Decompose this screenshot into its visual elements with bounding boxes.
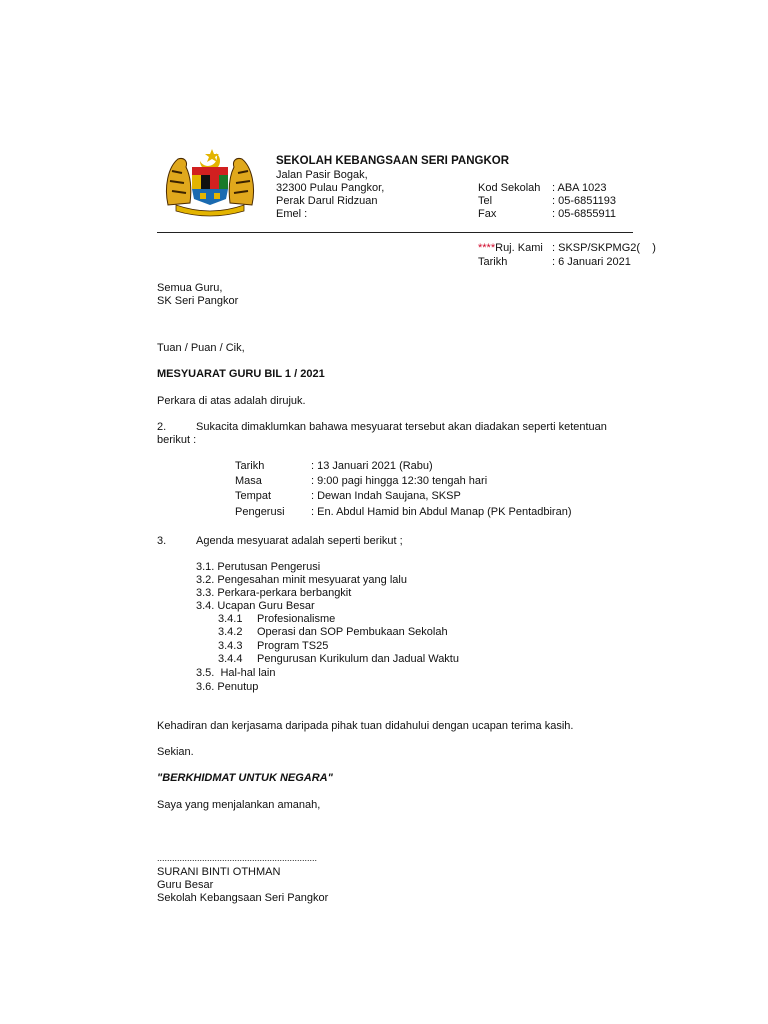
detail-label-chair: Pengerusi [235, 506, 285, 518]
paragraph-2-line: Sukacita dimaklumkan bahawa mesyuarat tersebut akan diadakan seperti ketentuan [196, 421, 607, 433]
signatory-school: Sekolah Kebangsaan Seri Pangkor [157, 892, 329, 904]
detail-label-date: Tarikh [235, 460, 265, 472]
recipient-line: Semua Guru, [157, 282, 223, 294]
paragraph-1: Perkara di atas adalah dirujuk. [157, 395, 306, 407]
detail-value-time: : 9:00 pagi hingga 12:30 tengah hari [311, 475, 488, 487]
subject-heading: MESYUARAT GURU BIL 1 / 2021 [157, 368, 325, 380]
school-name: SEKOLAH KEBANGSAAN SERI PANGKOR [276, 155, 509, 167]
reference-value: : SKSP/SKPMG2( ) [552, 242, 656, 254]
address-line: 32300 Pulau Pangkor, [276, 182, 385, 194]
subagenda-item: Pengurusan Kurikulum dan Jadual Waktu [257, 653, 459, 665]
subagenda-number: 3.4.1 [218, 613, 243, 625]
motto: "BERKHIDMAT UNTUK NEGARA" [157, 772, 333, 784]
tel-label: Tel [478, 195, 493, 207]
address-line: Perak Darul Ridzuan [276, 195, 378, 207]
agenda-item: 3.4. Ucapan Guru Besar [196, 600, 315, 612]
subagenda-number: 3.4.3 [218, 640, 243, 652]
date-label: Tarikh [478, 256, 508, 268]
signature-line: ................................................................ [157, 853, 318, 863]
subagenda-item: Operasi dan SOP Pembukaan Sekolah [257, 626, 448, 638]
trust-line: Saya yang menjalankan amanah, [157, 799, 321, 811]
recipient-line: SK Seri Pangkor [157, 295, 239, 307]
header-divider [157, 232, 633, 233]
detail-label-time: Masa [235, 475, 262, 487]
signatory-title: Guru Besar [157, 879, 214, 891]
date-value: : 6 Januari 2021 [552, 256, 631, 268]
agenda-item: 3.2. Pengesahan minit mesyuarat yang lalu [196, 574, 407, 586]
paragraph-3-text: Agenda mesyuarat adalah seperti berikut ; [196, 535, 403, 547]
tel-value: : 05-6851193 [552, 195, 617, 207]
detail-value-chair: : En. Abdul Hamid bin Abdul Manap (PK Pentadbiran) [311, 506, 572, 518]
agenda-item: 3.1. Perutusan Pengerusi [196, 561, 321, 573]
subagenda-item: Profesionalisme [257, 613, 336, 625]
paragraph-2-number: 2. [157, 421, 167, 433]
agenda-item: 3.6. Penutup [196, 681, 259, 693]
agenda-item: 3.3. Perkara-perkara berbangkit [196, 587, 352, 599]
detail-value-place: : Dewan Indah Saujana, SKSP [311, 490, 461, 502]
school-code-value: : ABA 1023 [552, 182, 607, 194]
subagenda-number: 3.4.2 [218, 626, 243, 638]
coat-of-arms-logo [160, 147, 260, 217]
signatory-name: SURANI BINTI OTHMAN [157, 866, 281, 878]
reference-stars: **** [478, 242, 496, 254]
subagenda-number: 3.4.4 [218, 653, 243, 665]
reference-label: ****Ruj. Kami [478, 242, 543, 254]
closing-line: Kehadiran dan kerjasama daripada pihak tuan didahului dengan ucapan terima kasih. [157, 720, 574, 732]
fax-value: : 05-6855911 [552, 208, 617, 220]
school-code-label: Kod Sekolah [478, 182, 541, 194]
address-line: Jalan Pasir Bogak, [276, 169, 368, 181]
paragraph-2-line: berikut : [157, 434, 197, 446]
detail-value-date: : 13 Januari 2021 (Rabu) [311, 460, 433, 472]
detail-label-place: Tempat [235, 490, 272, 502]
salutation: Tuan / Puan / Cik, [157, 342, 245, 354]
subagenda-item: Program TS25 [257, 640, 329, 652]
sekian: Sekian. [157, 746, 194, 758]
fax-label: Fax [478, 208, 497, 220]
paragraph-3-number: 3. [157, 535, 167, 547]
agenda-item: 3.5. Hal-hal lain [196, 667, 276, 679]
email-label: Emel : [276, 208, 308, 220]
